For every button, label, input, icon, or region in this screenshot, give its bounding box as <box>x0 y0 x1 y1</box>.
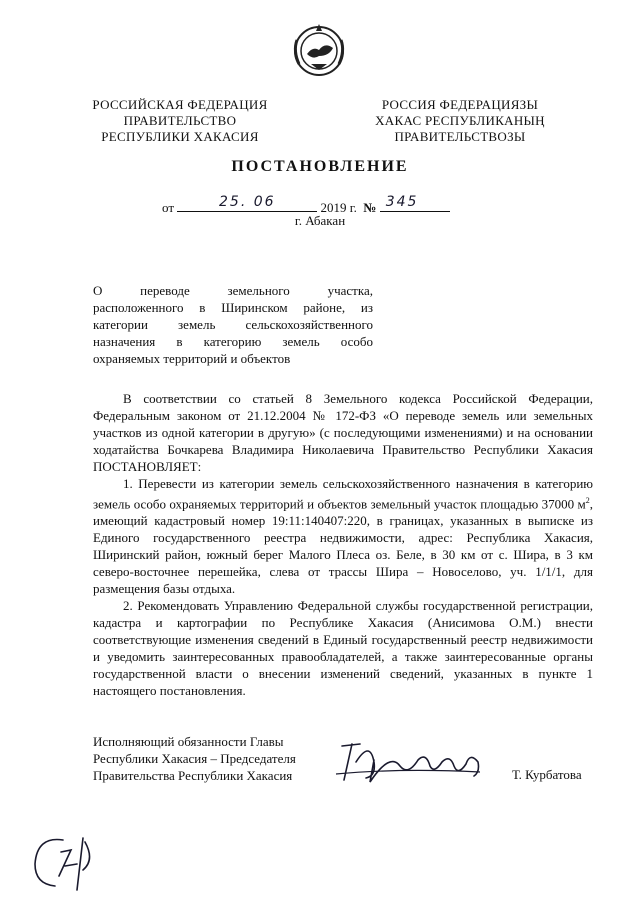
number-field <box>380 194 450 212</box>
area-unit-superscript: 2 <box>585 496 590 505</box>
date-field <box>177 194 317 212</box>
subject-line: расположенного в Ширинском районе, из <box>93 300 373 315</box>
header-right-line: ПРАВИТЕЛЬСТВОЗЫ <box>394 129 526 144</box>
subject-line: категории земель сельскохозяйственного <box>93 317 373 332</box>
position-line: Республики Хакасия – Председателя <box>93 751 296 766</box>
header-left-line: ПРАВИТЕЛЬСТВО <box>123 113 237 128</box>
subject-line: охраняемых территорий и объектов <box>93 351 291 366</box>
coat-of-arms-icon <box>289 20 349 80</box>
handwritten-number: 345 <box>385 194 419 210</box>
subject-line: назначения в категорию земель особо <box>93 334 373 349</box>
number-sign: № <box>363 200 377 215</box>
signatory-name: Т. Курбатова <box>512 767 582 782</box>
subject-line: О переводе земельного участка, <box>93 283 373 298</box>
handwritten-signature <box>330 732 500 792</box>
paragraph-1 <box>93 475 593 597</box>
city: г. Абакан <box>294 213 346 228</box>
document-title: ПОСТАНОВЛЕНИЕ <box>231 158 409 175</box>
subject-block <box>93 282 373 367</box>
paragraph-1-part-b: , имеющий кадастровый номер 19:11:140407:220, в границах, указанных в выписке из Единого государственного реестра недвижимости, адрес: Республика Хакасия, Ширинский район, южный берег Малого Плеса оз. Беле, в 30 км от с. Шира, в 3 км северо-восточнее перешейка, слева от трассы Шира – Новоселово, уч. 1/1/1, для размещения базы отдыха. <box>93 496 593 597</box>
header-left <box>80 97 280 145</box>
handwritten-initials-mark <box>25 830 110 895</box>
header-left-line: РЕСПУБЛИКИ ХАКАСИЯ <box>101 129 259 144</box>
position-line: Исполняющий обязанности Главы <box>93 734 284 749</box>
date-year: 2019 г. <box>320 200 357 215</box>
paragraph-preamble: В соответствии со статьей 8 Земельного кодекса Российской Федерации, Федеральным законом от 21.12.2004 № 172-ФЗ «О переводе земель или земельных участков из одной категории в другую» (с последующими изменениями) и на основании ходатайства Бочкарева Владимира Николаевича Правительство Республики Хакасия ПОСТАНОВЛЯЕТ: <box>93 391 593 474</box>
paragraph-2: 2. Рекомендовать Управлению Федеральной службы государственной регистрации, кадастра и картографии по Республике Хакасия (Анисимова О.М.) внести соответствующие изменения сведений в Единый государственный реестр недвижимости и уведомить заинтересованных правообладателей, а также заинтересованные органы государственной власти о внесении изменений сведений, указанных в пункте 1 настоящего постановления. <box>93 598 593 699</box>
signatory-position <box>93 733 323 784</box>
paragraph-1-part-a: 1. Перевести из категории земель сельскохозяйственного назначения в категорию земель особо охраняемых территорий и объектов земельный участок площадью 37000 м <box>93 476 593 512</box>
header-right-line: РОССИЯ ФЕДЕРАЦИЯЗЫ <box>381 97 539 112</box>
date-prefix: от <box>162 200 175 215</box>
document-body <box>93 390 593 699</box>
header-right-line: ХАКАС РЕСПУБЛИКАНЫҢ <box>375 113 545 128</box>
header-left-line: РОССИЙСКАЯ ФЕДЕРАЦИЯ <box>92 97 268 112</box>
header-right <box>355 97 565 145</box>
handwritten-date: 25. 06 <box>219 194 276 210</box>
position-line: Правительства Республики Хакасия <box>93 768 293 783</box>
